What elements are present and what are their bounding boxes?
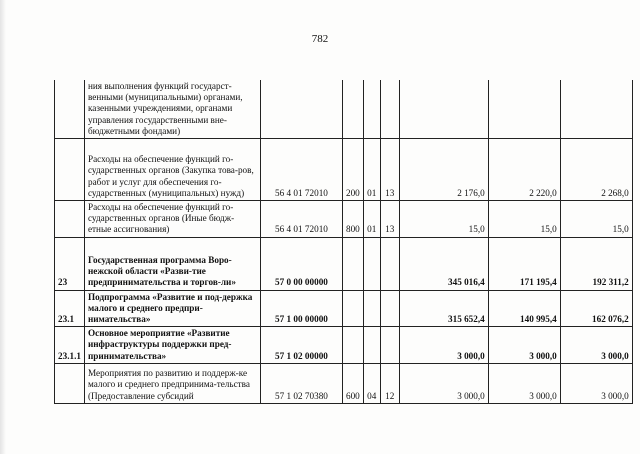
table-body — [55, 80, 633, 403]
table-row — [55, 80, 633, 139]
amount-year-2: 171 195,4 — [488, 237, 560, 290]
row-number: 23 — [55, 237, 85, 290]
amount-year-3 — [560, 80, 632, 139]
section — [363, 290, 380, 327]
table-row — [55, 290, 633, 327]
subsection — [380, 237, 399, 290]
row-name: Расходы на обеспечение функций го-сударственных органов (Иные бюдж-етные ассигнования) — [84, 201, 260, 238]
row-number — [55, 80, 85, 139]
table-row — [55, 363, 633, 403]
section: 04 — [363, 363, 380, 403]
amount-year-1: 3 000,0 — [399, 327, 488, 364]
amount-year-3: 192 311,2 — [560, 237, 632, 290]
amount-year-1: 315 652,4 — [399, 290, 488, 327]
expense-type: 800 — [342, 201, 363, 238]
subsection — [380, 327, 399, 364]
table-row — [55, 327, 633, 364]
expense-type — [342, 327, 363, 364]
subsection: 13 — [380, 139, 399, 201]
target-code: 57 1 00 00000 — [260, 290, 342, 327]
expense-type — [342, 290, 363, 327]
row-number: 23.1 — [55, 290, 85, 327]
row-name: ния выполнения функций государст-венными (муниципальными) органами, казенными учреждениями, органами управления государственными вне-бюджетными фондами) — [84, 80, 260, 139]
section — [363, 327, 380, 364]
budget-table — [54, 80, 633, 404]
page-number: 782 — [311, 33, 329, 45]
amount-year-1: 15,0 — [399, 201, 488, 238]
amount-year-2: 2 220,0 — [488, 139, 560, 201]
section: 01 — [363, 139, 380, 201]
amount-year-2 — [488, 80, 560, 139]
scan-edge-shadow — [0, 0, 6, 454]
subsection — [380, 290, 399, 327]
subsection: 12 — [380, 363, 399, 403]
row-name: Государственная программа Воро-нежской области «Разви-тие предпринимательства и торгов-ли» — [84, 237, 260, 290]
amount-year-3: 3 000,0 — [560, 363, 632, 403]
amount-year-2: 3 000,0 — [488, 363, 560, 403]
target-code: 57 1 02 00000 — [260, 327, 342, 364]
row-number — [55, 139, 85, 201]
amount-year-3: 15,0 — [560, 201, 632, 238]
row-name: Подпрограмма «Развитие и под-держка малого и среднего предпри-нимательства» — [84, 290, 260, 327]
amount-year-2: 140 995,4 — [488, 290, 560, 327]
target-code: 56 4 01 72010 — [260, 201, 342, 238]
row-number — [55, 363, 85, 403]
row-name: Расходы на обеспечение функций го-сударственных органов (Закупка това-ров, работ и услуг для обеспечения го-сударственных (муниципальных) нужд) — [84, 139, 260, 201]
amount-year-1: 3 000,0 — [399, 363, 488, 403]
expense-type: 200 — [342, 139, 363, 201]
amount-year-3: 162 076,2 — [560, 290, 632, 327]
row-number — [55, 201, 85, 238]
section — [363, 80, 380, 139]
table-row — [55, 139, 633, 201]
amount-year-2: 15,0 — [488, 201, 560, 238]
amount-year-1 — [399, 80, 488, 139]
table-row — [55, 237, 633, 290]
target-code: 57 0 00 00000 — [260, 237, 342, 290]
amount-year-3: 2 268,0 — [560, 139, 632, 201]
target-code: 57 1 02 70380 — [260, 363, 342, 403]
expense-type: 600 — [342, 363, 363, 403]
row-number: 23.1.1 — [55, 327, 85, 364]
row-name: Мероприятия по развитию и поддерж-ке малого и среднего предпринима-тельства (Предоставление субсидий — [84, 363, 260, 403]
target-code — [260, 80, 342, 139]
subsection: 13 — [380, 201, 399, 238]
section — [363, 237, 380, 290]
amount-year-1: 345 016,4 — [399, 237, 488, 290]
row-name: Основное мероприятие «Развитие инфраструктуры поддержки пред-принимательства» — [84, 327, 260, 364]
expense-type — [342, 237, 363, 290]
section: 01 — [363, 201, 380, 238]
subsection — [380, 80, 399, 139]
amount-year-3: 3 000,0 — [560, 327, 632, 364]
expense-type — [342, 80, 363, 139]
amount-year-1: 2 176,0 — [399, 139, 488, 201]
amount-year-2: 3 000,0 — [488, 327, 560, 364]
table-row — [55, 201, 633, 238]
target-code: 56 4 01 72010 — [260, 139, 342, 201]
